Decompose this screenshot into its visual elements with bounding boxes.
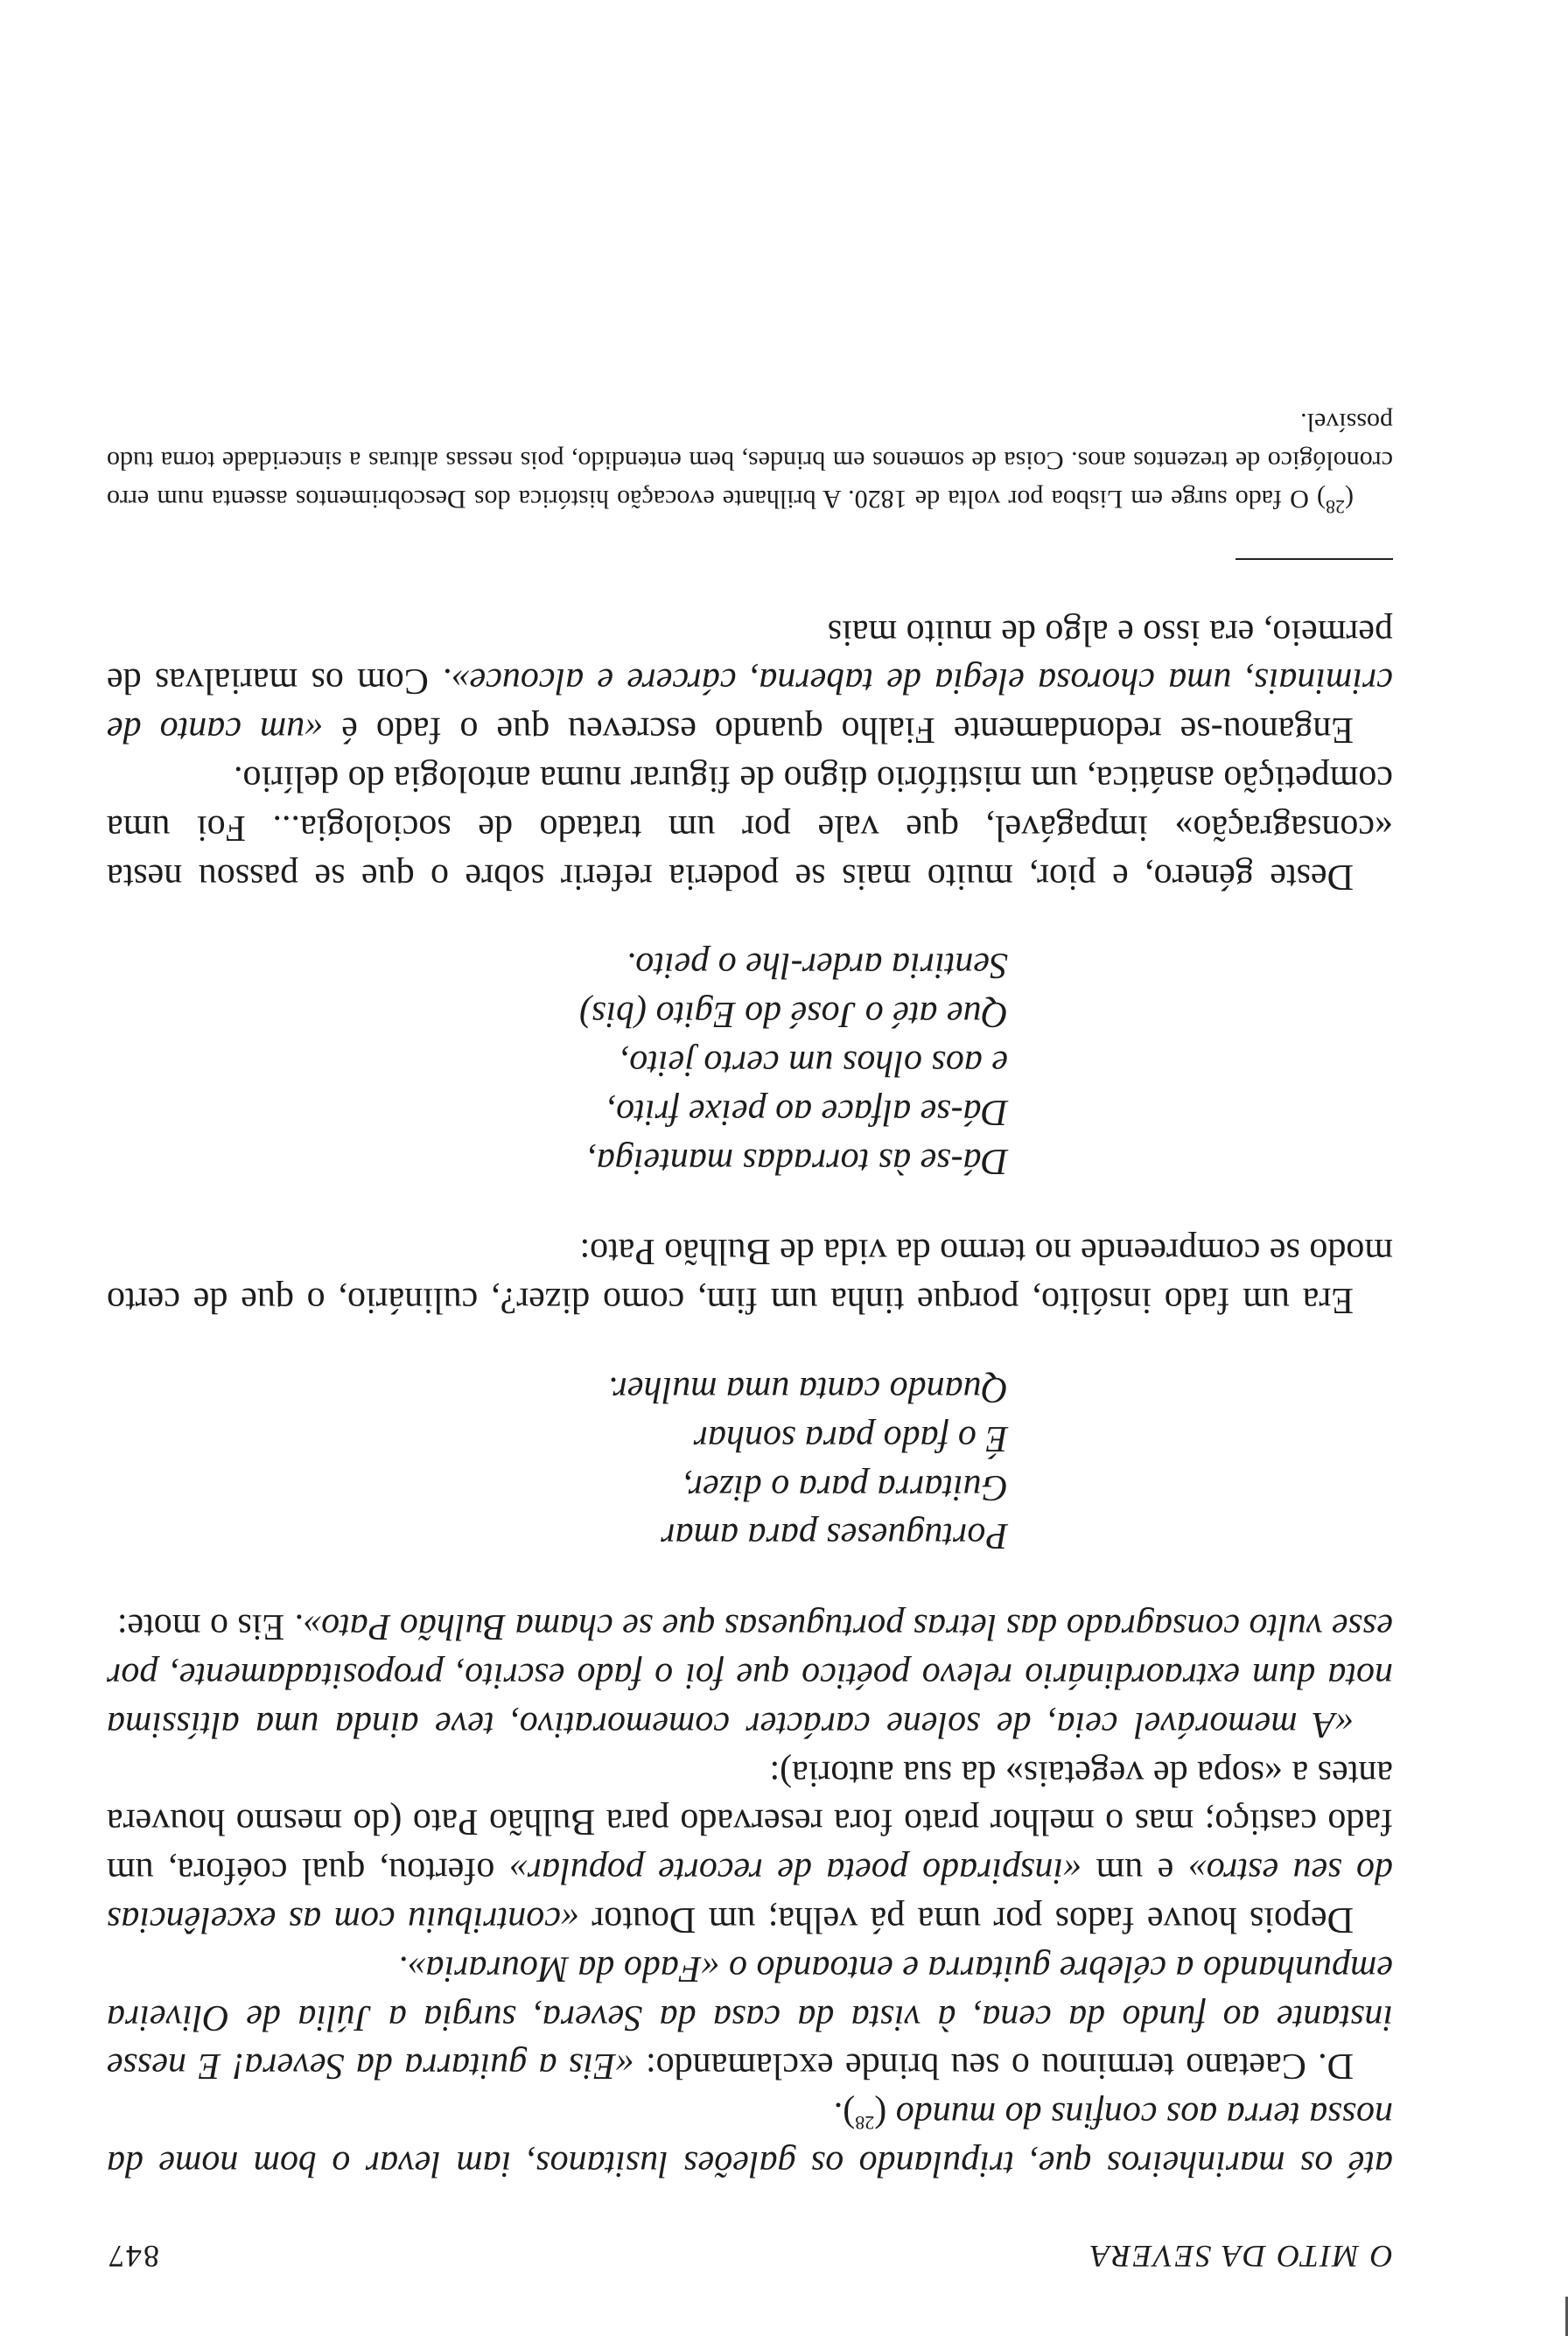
footnote-ref-28: 28 [855, 2112, 875, 2135]
verse-line: Portugueses para amar [661, 1515, 1008, 1556]
page-text-block [107, 402, 1393, 2275]
paragraph-5: Era um fado insólito, porque tinha um fim, como dizer?, culinário, o que de certo modo se compreende no termo da vida de Bulhão Pato: [107, 1231, 1393, 1321]
paragraph-7-lead: Enganou-se redondamente Fialho quando escreveu que o fado é [323, 710, 1354, 751]
paragraph-4 [107, 1601, 1393, 1747]
page-number: 847 [107, 2239, 159, 2274]
paragraph-3-b: «contribuiu com as excelências do seu estro» [107, 1850, 1393, 1941]
footnote-text: O fado surge em Lisboa por volta de 1820. A brilhante evocação histórica dos Descobrimentos assenta num erro cronológico de trezentos anos. Coisa de somenos em brindes, bem entendido, pois nessas alturas a sinceridade torna tudo possível. [107, 407, 1393, 514]
paragraph-7-italic: «um canto de criminais, uma chorosa elegia de taberna, cárcere e alcouce». [107, 661, 1393, 751]
paragraph-7 [107, 607, 1393, 753]
paragraph-6: Deste género, e pior, muito mais se poderia referir sobre o que se passou nesta «consagração» impagável, que vale por um tratado de sociologia... Foi uma competição asnática, um mistifório digno de figurar numa antologia do delírio. [107, 759, 1393, 897]
verse-line: Guitarra para o dizer, [682, 1466, 1008, 1507]
verse-line: É o fado para sonhar [693, 1417, 1008, 1458]
paragraph-3 [107, 1748, 1393, 1943]
paragraph-2-lead: D. Caetano terminou o seu brinde exclamando: [634, 2046, 1354, 2087]
verse-line: e aos olhos um certo jeito, [620, 1043, 1008, 1084]
footnote-marker: 28 [1326, 495, 1345, 518]
paragraph-3-e: ofertou, qual coéfora, um fado castiço; mas o melhor prato fora reservado para Bulhão Pato (do mesmo houvera antes a «sopa de vegetais» da sua autoria): [106, 1752, 1393, 1892]
verse-line: Que até o José do Egito (bis) [579, 994, 1008, 1035]
running-title: O MITO DA SEVERA [1088, 2239, 1393, 2274]
verse-mote [107, 1364, 1008, 1559]
verse-line: Dá-se às torradas manteiga, [587, 1140, 1008, 1181]
verse-line: Quando canta uma mulher. [607, 1369, 1008, 1410]
paragraph-1-italic: até os marinheiros que, tripulando os galeões lusitanos, iam levar o bom nome da nossa terra aos confins do mundo [107, 2095, 1393, 2184]
footnote-separator [1236, 558, 1393, 560]
paragraph-2-italic: «Eis a guitarra da Severa! E nesse instante ao fundo da cena, à vista da casa da Severa, surgia a Júlia de Oliveira empunhando a célebre guitarra e entoando o «Fado da Mouraria». [107, 1948, 1393, 2087]
paragraph-1: até os marinheiros que, tripulando os galeões lusitanos, iam levar o bom nome da nossa terra aos confins do mundo ($^{28}$). [107, 2095, 1393, 2184]
verse-line: Sentiria arder-lhe o peito. [626, 945, 1008, 986]
paragraph-3-c: e um [1082, 1850, 1188, 1892]
paragraph-3-d: «inspirado poeta de recorte popular» [508, 1850, 1082, 1892]
verse-fado [107, 941, 1008, 1185]
footnote-28: ($^{28}$) O fado surge em Lisboa por volta de 1820. A brilhante evocação histórica dos Descobrimentos assenta num erro cronológico de trezentos anos. Coisa de somenos em brindes, bem entendido, pois nessas alturas a sinceridade torna tudo possível. [107, 407, 1393, 518]
running-head [107, 2238, 1393, 2275]
paragraph-4-italic: «A memorável ceia, de solene carácter comemorativo, teve ainda uma altíssima nota dum extraordinário relevo poético que foi o fado escrito, propositadamente, por esse vulto consagrado das letras portuguesas que se chama Bulhão Pato». [107, 1606, 1393, 1745]
paragraph-4-tail: Eis o mote: [116, 1606, 294, 1647]
paragraph-1-tail: . [833, 2095, 844, 2136]
paragraph-2 [107, 1943, 1393, 2089]
paragraph-7-tail: Com os marialvas de permeio, era isso e algo de muito mais [107, 612, 1393, 702]
paragraph-3-a: Depois houve fados por uma pá velha; um Doutor [578, 1899, 1354, 1941]
verse-line: Dá-se alface ao peixe frito, [606, 1091, 1008, 1132]
